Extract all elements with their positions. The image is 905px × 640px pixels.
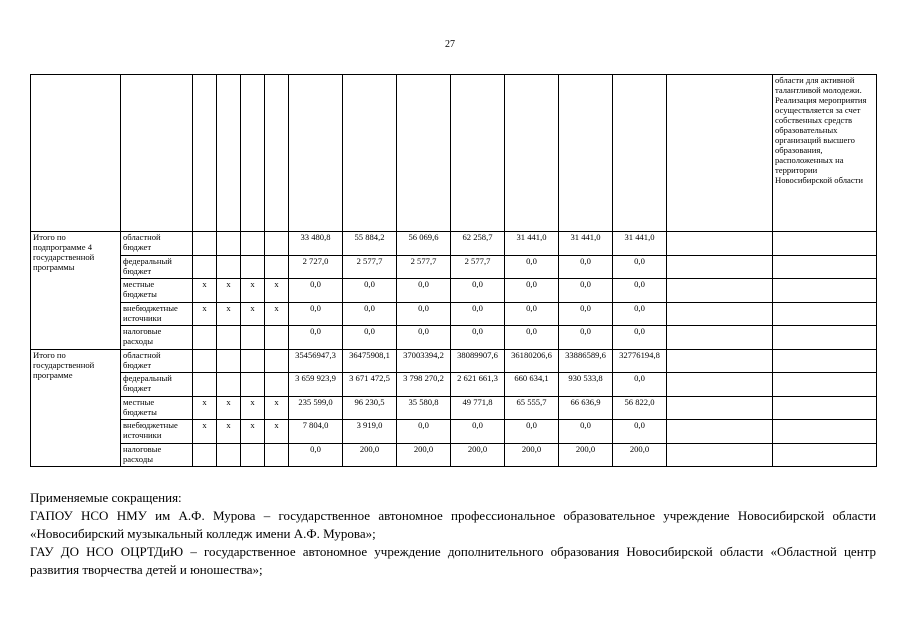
code-cell bbox=[193, 232, 217, 256]
code-cell bbox=[241, 349, 265, 373]
value-cell: 7 804,0 bbox=[289, 420, 343, 444]
value-cell: 200,0 bbox=[343, 443, 397, 467]
value-cell: 0,0 bbox=[289, 302, 343, 326]
code-cell bbox=[265, 373, 289, 397]
code-cell bbox=[241, 255, 265, 279]
abbreviation-1: ГАПОУ НСО НМУ им А.Ф. Мурова – государственное автономное профессиональное образовательное учреждение Новосибирской области «Новосибирский музыкальный колледж имени А.Ф. Мурова»; bbox=[30, 508, 876, 541]
table-row bbox=[31, 279, 877, 303]
code-cell bbox=[265, 326, 289, 350]
value-cell: 35456947,3 bbox=[289, 349, 343, 373]
value-cell: 2 727,0 bbox=[289, 255, 343, 279]
value-cell: 0,0 bbox=[559, 255, 613, 279]
value-cell: 200,0 bbox=[505, 443, 559, 467]
funding-source: областной бюджет bbox=[121, 349, 193, 373]
code-cell bbox=[193, 443, 217, 467]
code-cell: x bbox=[193, 302, 217, 326]
code-cell: x bbox=[193, 396, 217, 420]
code-cell bbox=[241, 443, 265, 467]
value-cell: 0,0 bbox=[613, 420, 667, 444]
abbreviations-heading: Применяемые сокращения: bbox=[30, 490, 182, 505]
empty-cell bbox=[773, 420, 877, 444]
code-cell: x bbox=[217, 420, 241, 444]
value-cell: 0,0 bbox=[559, 326, 613, 350]
value-cell: 3 798 270,2 bbox=[397, 373, 451, 397]
value-cell: 31 441,0 bbox=[505, 232, 559, 256]
value-cell: 200,0 bbox=[397, 443, 451, 467]
code-cell: x bbox=[265, 302, 289, 326]
table-row bbox=[31, 373, 877, 397]
code-cell: x bbox=[241, 396, 265, 420]
value-cell: 33 480,8 bbox=[289, 232, 343, 256]
value-cell: 0,0 bbox=[397, 326, 451, 350]
code-cell bbox=[241, 326, 265, 350]
value-cell: 0,0 bbox=[505, 326, 559, 350]
value-cell: 200,0 bbox=[559, 443, 613, 467]
value-cell: 0,0 bbox=[559, 420, 613, 444]
value-cell: 31 441,0 bbox=[559, 232, 613, 256]
value-cell: 0,0 bbox=[505, 420, 559, 444]
value-cell: 0,0 bbox=[343, 279, 397, 303]
empty-cell bbox=[773, 443, 877, 467]
value-cell: 200,0 bbox=[613, 443, 667, 467]
table-row bbox=[31, 302, 877, 326]
continuation-row bbox=[31, 75, 877, 232]
value-cell: 200,0 bbox=[451, 443, 505, 467]
empty-cell bbox=[667, 349, 773, 373]
code-cell: x bbox=[217, 396, 241, 420]
value-cell: 33886589,6 bbox=[559, 349, 613, 373]
value-cell: 31 441,0 bbox=[613, 232, 667, 256]
table-row bbox=[31, 232, 877, 256]
empty-cell bbox=[773, 396, 877, 420]
code-cell bbox=[217, 326, 241, 350]
code-cell bbox=[193, 373, 217, 397]
code-cell: x bbox=[193, 279, 217, 303]
empty-cell bbox=[773, 326, 877, 350]
table-row bbox=[31, 326, 877, 350]
value-cell: 36180206,6 bbox=[505, 349, 559, 373]
value-cell: 0,0 bbox=[559, 302, 613, 326]
code-cell bbox=[217, 232, 241, 256]
value-cell: 0,0 bbox=[613, 302, 667, 326]
code-cell: x bbox=[241, 302, 265, 326]
code-cell bbox=[241, 373, 265, 397]
value-cell: 0,0 bbox=[451, 279, 505, 303]
value-cell: 0,0 bbox=[613, 279, 667, 303]
value-cell: 56 822,0 bbox=[613, 396, 667, 420]
value-cell: 0,0 bbox=[343, 326, 397, 350]
value-cell: 0,0 bbox=[505, 255, 559, 279]
code-cell bbox=[217, 349, 241, 373]
code-cell: x bbox=[265, 420, 289, 444]
value-cell: 0,0 bbox=[451, 302, 505, 326]
empty-cell bbox=[667, 396, 773, 420]
code-cell bbox=[265, 232, 289, 256]
code-cell bbox=[217, 373, 241, 397]
empty-cell bbox=[667, 255, 773, 279]
funding-source: областной бюджет bbox=[121, 232, 193, 256]
group-label: Итого по подпрограмме 4 государственной программы bbox=[31, 232, 121, 350]
empty-cell bbox=[773, 279, 877, 303]
code-cell: x bbox=[193, 420, 217, 444]
value-cell: 0,0 bbox=[343, 302, 397, 326]
value-cell: 235 599,0 bbox=[289, 396, 343, 420]
empty-cell bbox=[667, 420, 773, 444]
value-cell: 0,0 bbox=[289, 279, 343, 303]
funding-source: внебюджетные источники bbox=[121, 302, 193, 326]
code-cell bbox=[265, 349, 289, 373]
empty-cell bbox=[773, 373, 877, 397]
table-row bbox=[31, 443, 877, 467]
abbreviation-2: ГАУ ДО НСО ОЦРТДиЮ – государственное автономное учреждение дополнительного образования Новосибирской области «Областной центр развития творчества детей и юношества»; bbox=[30, 544, 876, 577]
empty-cell bbox=[773, 232, 877, 256]
code-cell: x bbox=[217, 302, 241, 326]
budget-table bbox=[30, 74, 877, 467]
value-cell: 56 069,6 bbox=[397, 232, 451, 256]
code-cell: x bbox=[241, 420, 265, 444]
code-cell bbox=[265, 255, 289, 279]
code-cell bbox=[241, 232, 265, 256]
value-cell: 0,0 bbox=[505, 302, 559, 326]
code-cell bbox=[193, 255, 217, 279]
empty-cell bbox=[667, 443, 773, 467]
value-cell: 0,0 bbox=[613, 373, 667, 397]
funding-source: местные бюджеты bbox=[121, 396, 193, 420]
funding-source: федеральный бюджет bbox=[121, 373, 193, 397]
value-cell: 0,0 bbox=[613, 255, 667, 279]
group-label: Итого по государственной программе bbox=[31, 349, 121, 467]
code-cell: x bbox=[265, 279, 289, 303]
abbreviations bbox=[30, 489, 876, 579]
value-cell: 660 634,1 bbox=[505, 373, 559, 397]
value-cell: 36475908,1 bbox=[343, 349, 397, 373]
funding-source: федеральный бюджет bbox=[121, 255, 193, 279]
table-row bbox=[31, 349, 877, 373]
funding-source: внебюджетные источники bbox=[121, 420, 193, 444]
empty-cell bbox=[773, 349, 877, 373]
value-cell: 3 671 472,5 bbox=[343, 373, 397, 397]
value-cell: 0,0 bbox=[397, 420, 451, 444]
code-cell bbox=[193, 349, 217, 373]
empty-cell bbox=[667, 279, 773, 303]
code-cell: x bbox=[265, 396, 289, 420]
value-cell: 0,0 bbox=[289, 326, 343, 350]
code-cell bbox=[193, 326, 217, 350]
empty-cell bbox=[773, 302, 877, 326]
code-cell bbox=[217, 443, 241, 467]
value-cell: 35 580,8 bbox=[397, 396, 451, 420]
funding-source: налоговые расходы bbox=[121, 326, 193, 350]
value-cell: 2 577,7 bbox=[397, 255, 451, 279]
page-number: 27 bbox=[445, 39, 455, 50]
empty-cell bbox=[667, 373, 773, 397]
table-row bbox=[31, 255, 877, 279]
value-cell: 66 636,9 bbox=[559, 396, 613, 420]
continuation-note: области для активной талантливой молодежи. Реализация мероприятия осуществляется за счет собственных средств образовательных организаций высшего образования, расположенных на территории Новосибирской области bbox=[773, 75, 877, 232]
code-cell bbox=[265, 443, 289, 467]
value-cell: 3 919,0 bbox=[343, 420, 397, 444]
code-cell: x bbox=[217, 279, 241, 303]
table-row bbox=[31, 396, 877, 420]
value-cell: 62 258,7 bbox=[451, 232, 505, 256]
value-cell: 49 771,8 bbox=[451, 396, 505, 420]
empty-cell bbox=[667, 232, 773, 256]
value-cell: 2 577,7 bbox=[343, 255, 397, 279]
table-row bbox=[31, 420, 877, 444]
value-cell: 0,0 bbox=[559, 279, 613, 303]
value-cell: 0,0 bbox=[451, 326, 505, 350]
funding-source: налоговые расходы bbox=[121, 443, 193, 467]
value-cell: 38089907,6 bbox=[451, 349, 505, 373]
code-cell: x bbox=[241, 279, 265, 303]
value-cell: 0,0 bbox=[397, 279, 451, 303]
value-cell: 65 555,7 bbox=[505, 396, 559, 420]
value-cell: 0,0 bbox=[505, 279, 559, 303]
value-cell: 930 533,8 bbox=[559, 373, 613, 397]
value-cell: 2 577,7 bbox=[451, 255, 505, 279]
funding-source: местные бюджеты bbox=[121, 279, 193, 303]
value-cell: 0,0 bbox=[289, 443, 343, 467]
value-cell: 96 230,5 bbox=[343, 396, 397, 420]
code-cell bbox=[217, 255, 241, 279]
empty-cell bbox=[667, 302, 773, 326]
value-cell: 2 621 661,3 bbox=[451, 373, 505, 397]
value-cell: 0,0 bbox=[451, 420, 505, 444]
value-cell: 3 659 923,9 bbox=[289, 373, 343, 397]
value-cell: 0,0 bbox=[613, 326, 667, 350]
value-cell: 0,0 bbox=[397, 302, 451, 326]
value-cell: 32776194,8 bbox=[613, 349, 667, 373]
value-cell: 37003394,2 bbox=[397, 349, 451, 373]
value-cell: 55 884,2 bbox=[343, 232, 397, 256]
empty-cell bbox=[667, 326, 773, 350]
empty-cell bbox=[773, 255, 877, 279]
